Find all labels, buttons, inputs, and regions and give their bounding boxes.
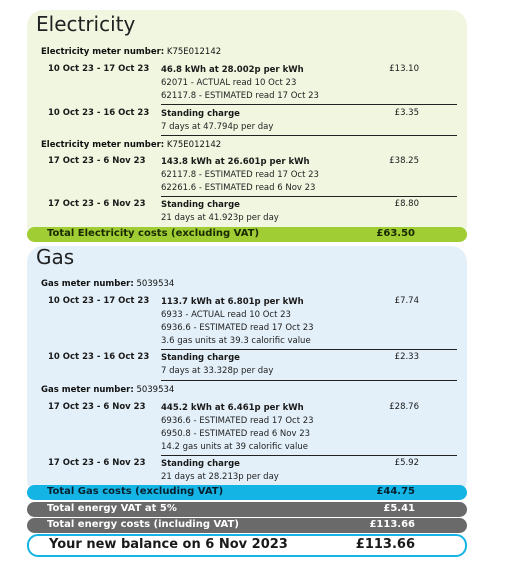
meter-number: 5039534	[136, 279, 175, 289]
row-detail: 62117.8 - ESTIMATED read 17 Oct 23	[161, 170, 319, 180]
row-description	[161, 108, 273, 134]
row-description	[161, 296, 314, 348]
electricity-total-value: £63.50	[376, 228, 415, 239]
row-date: 17 Oct 23 - 6 Nov 23	[48, 199, 146, 209]
meter-label: Gas meter number:	[41, 279, 134, 289]
row-title: Standing charge	[161, 109, 240, 119]
meter-number: 5039534	[136, 385, 175, 395]
row-detail: 6936.6 - ESTIMATED read 17 Oct 23	[161, 416, 314, 426]
row-date: 17 Oct 23 - 6 Nov 23	[48, 402, 146, 412]
row-divider	[161, 455, 457, 456]
gas-title: Gas	[36, 245, 75, 269]
row-date: 10 Oct 23 - 17 Oct 23	[48, 296, 150, 306]
row-title: 143.8 kWh at 26.601p per kWh	[161, 157, 310, 167]
meter-label: Electricity meter number:	[41, 140, 165, 150]
row-detail: 21 days at 41.923p per day	[161, 213, 279, 223]
row-amount: £5.92	[394, 458, 419, 468]
meter-number: K75E012142	[166, 47, 222, 57]
gas-total-bar	[27, 485, 467, 500]
row-date: 10 Oct 23 - 17 Oct 23	[48, 64, 150, 74]
row-date: 10 Oct 23 - 16 Oct 23	[48, 352, 150, 362]
row-detail: 7 days at 47.794p per day	[161, 122, 274, 132]
balance-value: £113.66	[355, 537, 415, 552]
row-detail: 62071 - ACTUAL read 10 Oct 23	[161, 78, 297, 88]
row-detail: 3.6 gas units at 39.3 calorific value	[161, 336, 311, 346]
electricity-meter-number	[41, 140, 221, 150]
row-date: 17 Oct 23 - 6 Nov 23	[48, 458, 146, 468]
row-divider	[161, 380, 457, 381]
row-amount: £2.33	[394, 352, 419, 362]
meter-label: Gas meter number:	[41, 385, 134, 395]
row-amount: £7.74	[394, 296, 419, 306]
row-description	[161, 458, 279, 484]
vat-label: Total energy VAT at 5%	[47, 503, 177, 514]
row-divider	[161, 104, 457, 105]
meter-number: K75E012142	[166, 140, 222, 150]
row-description	[161, 352, 273, 378]
row-detail: 7 days at 33.328p per day	[161, 366, 274, 376]
row-title: 46.8 kWh at 28.002p per kWh	[161, 65, 304, 75]
row-amount: £3.35	[394, 108, 419, 118]
gas-meter-number	[41, 279, 174, 289]
row-date: 17 Oct 23 - 6 Nov 23	[48, 156, 146, 166]
electricity-meter-number	[41, 47, 221, 57]
row-amount: £28.76	[389, 402, 419, 412]
row-description	[161, 402, 314, 454]
row-detail: 6950.8 - ESTIMATED read 6 Nov 23	[161, 429, 311, 439]
row-detail: 6936.6 - ESTIMATED read 17 Oct 23	[161, 323, 314, 333]
row-description	[161, 156, 319, 195]
row-title: 445.2 kWh at 6.461p per kWh	[161, 403, 304, 413]
row-amount: £13.10	[389, 64, 419, 74]
row-detail: 14.2 gas units at 39 calorific value	[161, 442, 308, 452]
new-balance-box	[27, 534, 467, 557]
row-title: 113.7 kWh at 6.801p per kWh	[161, 297, 304, 307]
row-amount: £38.25	[389, 156, 419, 166]
row-date: 10 Oct 23 - 16 Oct 23	[48, 108, 150, 118]
meter-label: Electricity meter number:	[41, 47, 165, 57]
electricity-total-label: Total Electricity costs (excluding VAT)	[47, 228, 260, 239]
row-title: Standing charge	[161, 200, 240, 210]
total-incl-vat-label: Total energy costs (including VAT)	[47, 519, 239, 530]
row-description	[161, 64, 319, 103]
gas-total-value: £44.75	[376, 486, 415, 497]
row-title: Standing charge	[161, 353, 240, 363]
vat-value: £5.41	[383, 503, 415, 514]
row-detail: 62261.6 - ESTIMATED read 6 Nov 23	[161, 183, 316, 193]
balance-label: Your new balance on 6 Nov 2023	[49, 537, 288, 552]
row-divider	[161, 135, 457, 136]
row-amount: £8.80	[394, 199, 419, 209]
row-divider	[161, 349, 457, 350]
gas-total-label: Total Gas costs (excluding VAT)	[47, 486, 224, 497]
row-detail: 62117.8 - ESTIMATED read 17 Oct 23	[161, 91, 319, 101]
total-incl-vat-value: £113.66	[369, 519, 415, 530]
vat-bar	[27, 502, 467, 517]
row-title: Standing charge	[161, 459, 240, 469]
total-incl-vat-bar	[27, 518, 467, 533]
row-detail: 21 days at 28.213p per day	[161, 472, 279, 482]
electricity-title: Electricity	[36, 12, 136, 36]
gas-meter-number	[41, 385, 174, 395]
electricity-total-bar	[27, 227, 467, 242]
row-divider	[161, 196, 457, 197]
row-detail: 6933 - ACTUAL read 10 Oct 23	[161, 310, 291, 320]
row-description	[161, 199, 279, 225]
